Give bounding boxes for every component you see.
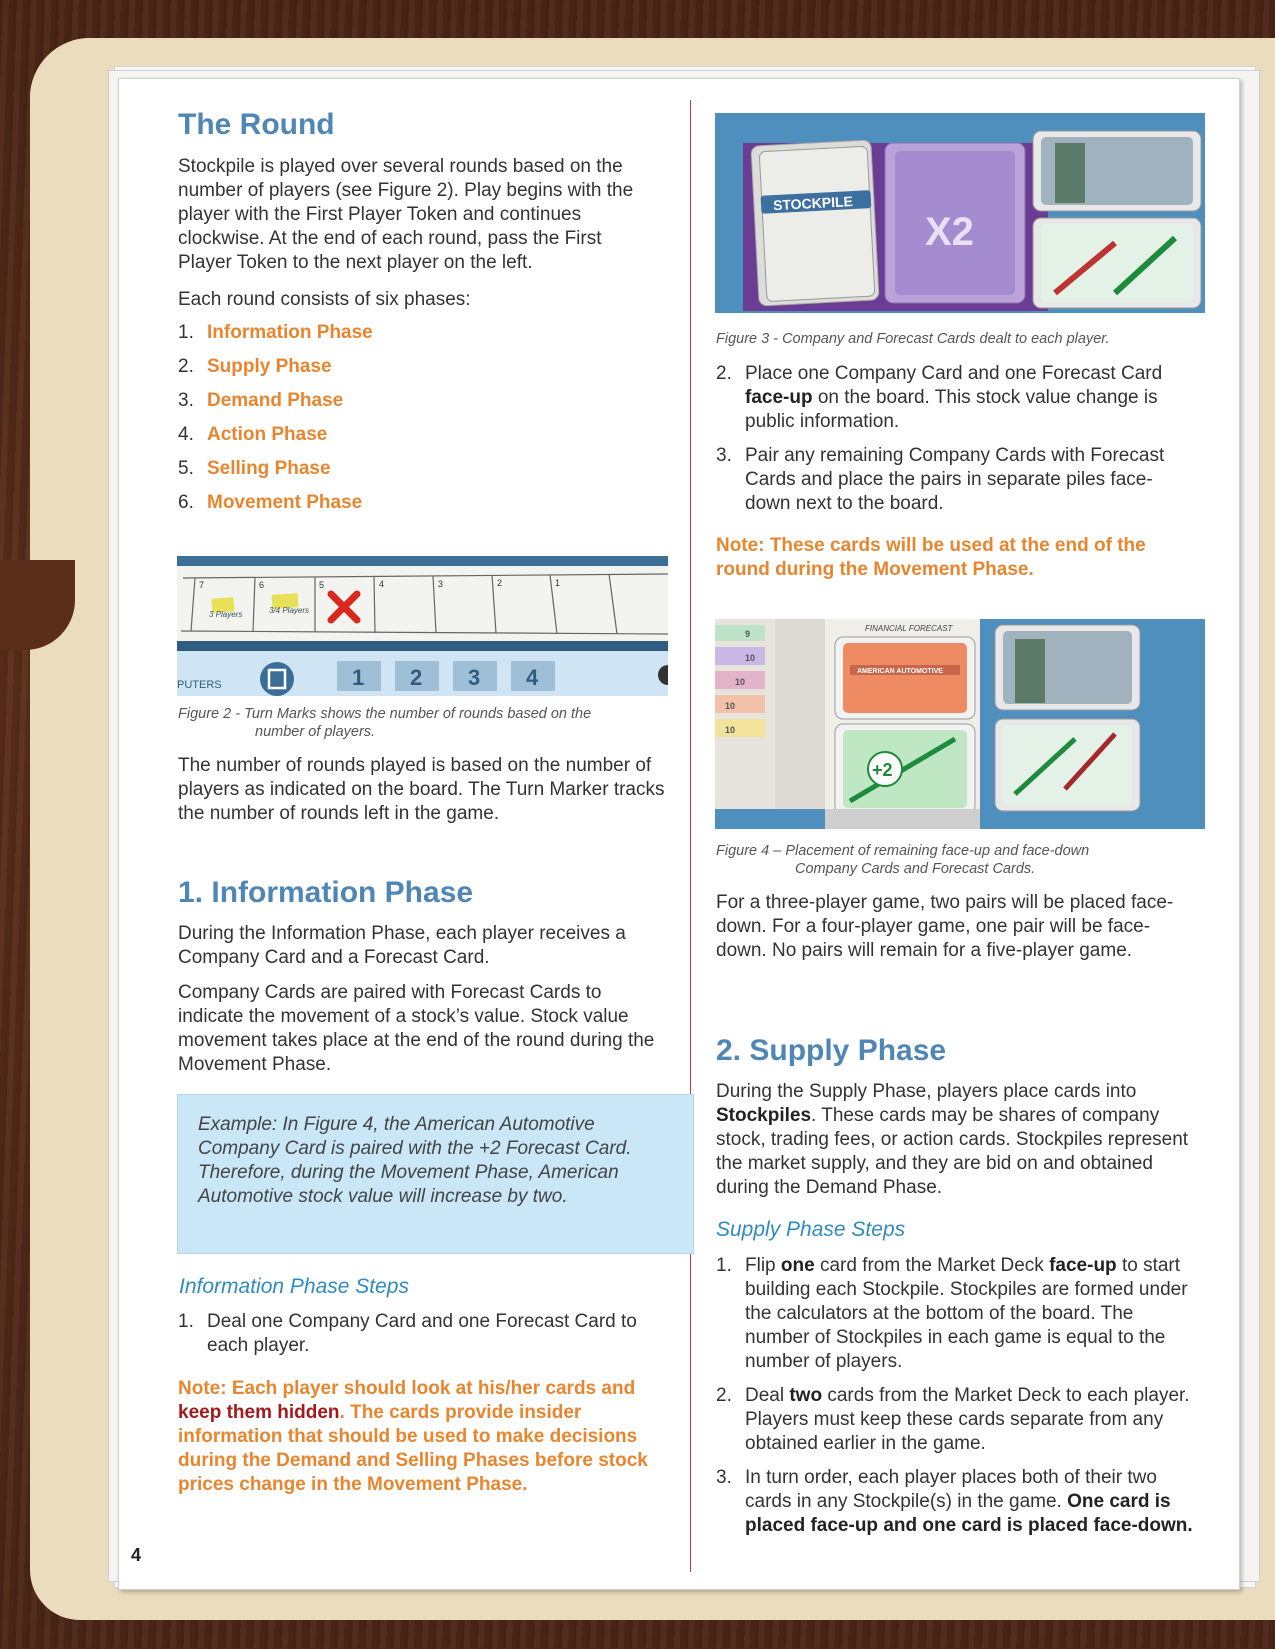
phase-item: 3. Demand Phase — [178, 390, 344, 411]
board-header: FINANCIAL FORECAST — [865, 624, 953, 633]
figure-2-caption-line-2: number of players. — [255, 724, 376, 740]
phase-item: 6. Movement Phase — [178, 492, 363, 513]
information-steps-list — [178, 1310, 648, 1358]
fee-value: 10 — [745, 653, 756, 663]
tile-number: 2 — [410, 665, 423, 690]
information-steps-heading: Information Phase Steps — [179, 1275, 409, 1298]
fee-value: 10 — [725, 701, 736, 711]
information-phase-heading: 1. Information Phase — [178, 876, 474, 909]
track-number: 2 — [497, 578, 503, 588]
forecast-card-value: +2 — [872, 760, 893, 780]
cell-label: 3 Players — [209, 610, 243, 619]
supply-phase-heading: 2. Supply Phase — [716, 1034, 947, 1067]
track-number: 5 — [319, 580, 325, 590]
rounds-paragraph: The number of rounds played is based on the number of players as indicated on the board. The Turn Marker tracks the number of rounds left in the game. — [178, 755, 665, 824]
column-divider — [690, 100, 691, 1572]
phase-list — [178, 322, 373, 526]
figure-4-caption-line-1: Figure 4 – Placement of remaining face-up and face-down — [716, 843, 1090, 859]
board-label: PUTERS — [177, 679, 222, 691]
tile-number: 4 — [526, 665, 539, 690]
figure-2-turn-track — [177, 556, 668, 696]
hidden-cards-note: Note: Each player should look at his/her cards and keep them hidden. The cards provide insider information that should be used to make decisions during the Demand and Selling Phases before stock prices change in the Movement Phase. — [178, 1378, 648, 1495]
figure-3-dealt-cards — [715, 113, 1205, 313]
movement-note: Note: These cards will be used at the end of the round during the Movement Phase. — [716, 535, 1146, 580]
tile-number: 1 — [352, 665, 365, 690]
information-steps-continued — [716, 362, 1194, 516]
fee-value: 9 — [745, 629, 751, 639]
supply-step: 3. In turn order, each player places both of their two cards in any Stockpile(s) in the game. One card is placed face-up and one card is placed face-down. — [716, 1467, 1193, 1536]
example-callout — [177, 1094, 694, 1254]
phases-intro: Each round consists of six phases: — [178, 289, 471, 310]
figure-4-caption-line-2: Company Cards and Forecast Cards. — [795, 861, 1036, 877]
supply-step: 1. Flip one card from the Market Deck face-up to start building each Stockpile. Stockpiles are formed under the calculators at the bottom of the board. The number of Stockpiles in each game is equal to the number of players. — [716, 1255, 1188, 1372]
information-paragraph-2: Company Cards are paired with Forecast Cards to indicate the movement of a stock’s value. Stock value movement takes place at the end of the round during the Movement Phase. — [178, 982, 655, 1075]
card-logo: STOCKPILE — [772, 193, 854, 214]
supply-step: 2. Deal two cards from the Market Deck to each player. Players must keep these cards separate from any obtained earlier in the game. — [716, 1385, 1190, 1454]
fee-value: 10 — [735, 677, 746, 687]
information-step: 1. Deal one Company Card and one Forecast Card to each player. — [178, 1311, 637, 1356]
track-number: 6 — [259, 580, 265, 590]
track-number: 3 — [438, 579, 444, 589]
cell-label: 3/4 Players — [269, 606, 310, 615]
figure-2-caption-line-1: Figure 2 - Turn Marks shows the number of rounds based on the — [178, 706, 592, 722]
figure-3-caption: Figure 3 - Company and Forecast Cards dealt to each player. — [716, 331, 1110, 347]
phase-item: 2. Supply Phase — [178, 356, 332, 377]
information-step: 2. Place one Company Card and one Forecast Card face-up on the board. This stock value change is public information. — [716, 363, 1163, 432]
round-heading: The Round — [178, 108, 335, 141]
round-paragraph: Stockpile is played over several rounds based on the number of players (see Figure 2). Play begins with the player with the First Player Token and continues clockwise. At the end of each round, pass the First Player Token to the next player on the left. — [178, 156, 634, 273]
example-text: Example: In Figure 4, the American Automotive Company Card is paired with the +2 Forecast Card. Therefore, during the Movement Phase, American Automotive stock value will increase by two. — [198, 1114, 632, 1207]
phase-item: 5. Selling Phase — [178, 458, 331, 479]
figure-4-card-placement — [715, 619, 1205, 829]
fee-value: 10 — [725, 725, 736, 735]
information-step: 3. Pair any remaining Company Cards with Forecast Cards and place the pairs in separate piles face-down next to the board. — [716, 445, 1165, 514]
phase-item: 4. Action Phase — [178, 424, 328, 445]
information-paragraph-1: During the Information Phase, each player receives a Company Card and a Forecast Card. — [178, 923, 626, 968]
tile-number: 3 — [468, 665, 481, 690]
company-card-name: AMERICAN AUTOMOTIVE — [857, 668, 943, 675]
forecast-back-text: X2 — [925, 210, 974, 254]
track-number: 4 — [379, 579, 385, 589]
page-number: 4 — [131, 1545, 142, 1565]
track-number: 1 — [555, 578, 561, 588]
supply-steps-heading: Supply Phase Steps — [716, 1218, 906, 1241]
phase-item: 1. Information Phase — [178, 322, 373, 343]
track-number: 7 — [199, 580, 205, 590]
supply-steps-list — [716, 1254, 1194, 1538]
supply-paragraph: During the Supply Phase, players place cards into Stockpiles. These cards may be shares of company stock, trading fees, or action cards. Stockpiles represent the market supply, and they are bid on and obtained during the Demand Phase. — [716, 1081, 1189, 1198]
pairs-paragraph: For a three-player game, two pairs will be placed face-down. For a four-player game, one pair will be face-down. No pairs will remain for a five-player game. — [716, 892, 1174, 961]
